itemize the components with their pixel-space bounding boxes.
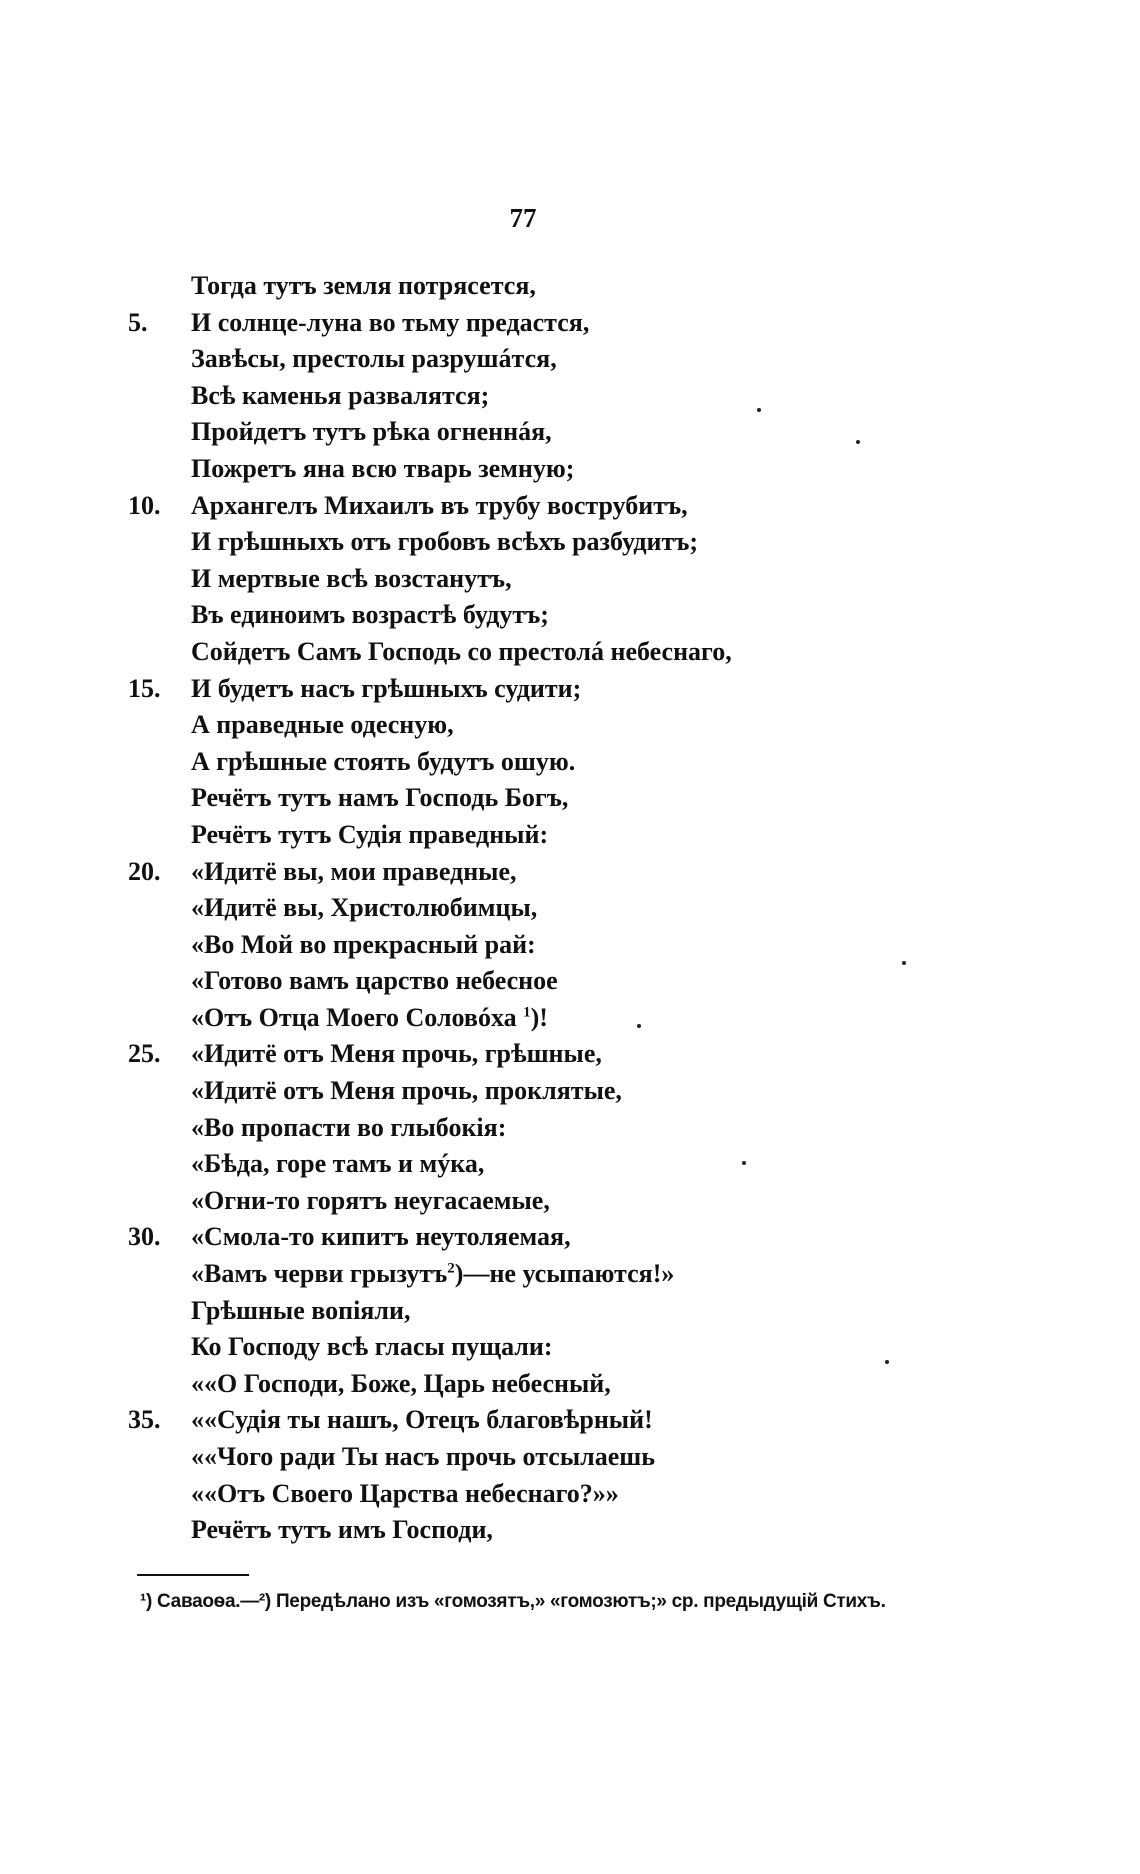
verse-text xyxy=(191,1293,410,1330)
verse-text-main: Въ единоимъ возрастѣ будутъ; xyxy=(191,600,549,630)
verse-line xyxy=(0,561,1140,598)
verse-text xyxy=(191,707,454,744)
verse-text xyxy=(191,597,549,634)
verse-line xyxy=(0,1402,1140,1439)
verse-text-main: Завѣсы, престолы разрушáтся, xyxy=(191,344,557,374)
verse-number: 5. xyxy=(128,307,148,337)
verse-line xyxy=(0,305,1140,342)
verse-text xyxy=(191,1036,602,1073)
verse-text-main: «Отъ Отца Моего Соловóха xyxy=(191,1002,524,1032)
verse-text-main: «Во Мой во прекрасный рай: xyxy=(191,929,536,959)
verse-text-main: Пожретъ яна всю тварь земную; xyxy=(191,453,575,483)
verse-text-main: Речётъ тутъ Судія праведный: xyxy=(191,819,549,849)
verse-line xyxy=(0,744,1140,781)
verse-text-main: «Во пропасти во глыбокія: xyxy=(191,1112,507,1142)
verse-text-main: «Идитё отъ Меня прочь, грѣшные, xyxy=(191,1039,602,1069)
verse-text xyxy=(191,890,537,927)
verse-line xyxy=(0,1000,1140,1037)
verse-text-main: Грѣшные вопіяли, xyxy=(191,1295,411,1325)
verse-number: 25. xyxy=(128,1039,161,1069)
verse-text-main: «Идитё отъ Меня прочь, проклятые, xyxy=(191,1076,622,1106)
verse-text-main: «Бѣда, горе тамъ и мýка, xyxy=(191,1149,485,1179)
verse-text-main: И будетъ насъ грѣшныхъ судити; xyxy=(191,673,582,703)
verse-line xyxy=(0,1110,1140,1147)
verse-line xyxy=(0,780,1140,817)
verse-line xyxy=(0,341,1140,378)
verse-text xyxy=(191,341,557,378)
verse-text xyxy=(191,488,688,525)
verse-text xyxy=(191,378,489,415)
verse-text-main: «Идитё вы, мои праведные, xyxy=(191,856,517,886)
verse-text-main: Архангелъ Михаилъ въ трубу вострубитъ, xyxy=(191,490,688,520)
ink-speck xyxy=(637,1024,641,1028)
verse-line xyxy=(0,963,1140,1000)
verse-text-main: А праведные одесную, xyxy=(191,710,454,740)
verse-line xyxy=(0,524,1140,561)
verse-text xyxy=(191,561,512,598)
verse-text-main: Пройдетъ тутъ рѣка огненнáя, xyxy=(191,417,552,447)
verse-text xyxy=(191,1000,548,1037)
ink-speck xyxy=(742,1161,746,1165)
verse-line xyxy=(0,1439,1140,1476)
ink-speck xyxy=(757,408,761,412)
verse-text xyxy=(191,1219,571,1256)
verse-line xyxy=(0,890,1140,927)
verse-line xyxy=(0,1366,1140,1403)
verse-number: 35. xyxy=(128,1405,161,1435)
ink-speck xyxy=(902,961,906,965)
verse-text xyxy=(191,1402,653,1439)
verse-text-after: )! xyxy=(530,1002,548,1032)
verse-line xyxy=(0,1073,1140,1110)
verse-line xyxy=(0,1219,1140,1256)
verse-text-main: «Огни-то горятъ неугасаемые, xyxy=(191,1185,550,1215)
verse-text-main: И мертвые всѣ возстанутъ, xyxy=(191,563,512,593)
verse-line xyxy=(0,634,1140,671)
verse-text xyxy=(191,1146,484,1183)
verse-text xyxy=(191,414,552,451)
verse-text-main: Сойдетъ Самъ Господь со престолá небеснаго, xyxy=(191,636,732,666)
verse-text-main: Всѣ каменья развалятся; xyxy=(191,380,490,410)
verse-line xyxy=(0,1036,1140,1073)
verse-text xyxy=(191,1329,553,1366)
verse-line xyxy=(0,817,1140,854)
verse-line xyxy=(0,488,1140,525)
verse-line xyxy=(0,378,1140,415)
verse-text xyxy=(191,1366,611,1403)
verse-text xyxy=(191,305,589,342)
verse-line xyxy=(0,414,1140,451)
verse-line xyxy=(0,1476,1140,1513)
verse-block xyxy=(0,268,1140,1549)
verse-text xyxy=(191,1110,506,1147)
verse-text xyxy=(191,451,574,488)
verse-text xyxy=(191,1476,619,1513)
footnote-marker: 2 xyxy=(447,1260,455,1277)
verse-line xyxy=(0,1293,1140,1330)
verse-text-main: Тогда тутъ земля потрясется, xyxy=(191,271,536,300)
verse-number: 15. xyxy=(128,673,161,703)
verse-text-main: И солнце-луна во тьму предастся, xyxy=(191,307,590,337)
footnote-marker: 1 xyxy=(523,1004,531,1021)
verse-line xyxy=(0,268,1140,305)
verse-number: 20. xyxy=(128,856,161,886)
verse-text-main: Ко Господу всѣ гласы пущали: xyxy=(191,1332,553,1362)
verse-text xyxy=(191,268,536,305)
verse-text-main: А грѣшные стоять будутъ ошую. xyxy=(191,746,576,776)
verse-text xyxy=(191,780,568,817)
verse-text xyxy=(191,854,517,891)
verse-line xyxy=(0,1329,1140,1366)
verse-text xyxy=(191,963,558,1000)
verse-text xyxy=(191,1183,550,1220)
verse-text xyxy=(191,524,698,561)
verse-text-main: ««Отъ Своего Царства небеснаго?»» xyxy=(191,1478,619,1508)
verse-text xyxy=(191,1512,493,1549)
footnote: ¹) Саваоѳа.—²) Передѣлано изъ «гомозятъ,» «гомозютъ;» ср. предыдущій Стихъ. xyxy=(140,1591,886,1612)
verse-text xyxy=(191,1073,622,1110)
verse-line xyxy=(0,927,1140,964)
verse-text xyxy=(191,671,581,708)
verse-line xyxy=(0,1512,1140,1549)
verse-line xyxy=(0,597,1140,634)
verse-number: 30. xyxy=(128,1222,161,1252)
verse-text-main: ««Судія ты нашъ, Отецъ благовѣрный! xyxy=(191,1405,653,1435)
verse-line xyxy=(0,671,1140,708)
verse-text-main: «Вамъ черви грызутъ xyxy=(191,1259,448,1289)
verse-text xyxy=(191,817,548,854)
verse-text-main: Речётъ тутъ имъ Господи, xyxy=(191,1515,493,1545)
verse-text-main: «Идитё вы, Христолюбимцы, xyxy=(191,893,538,923)
verse-line xyxy=(0,1183,1140,1220)
verse-number: 10. xyxy=(128,490,161,520)
verse-text-after: )—не усыпаются!» xyxy=(454,1259,675,1289)
verse-line xyxy=(0,1146,1140,1183)
verse-text xyxy=(191,634,732,671)
ink-speck xyxy=(856,440,860,444)
verse-text xyxy=(191,1256,674,1293)
ink-speck xyxy=(885,1360,889,1364)
verse-text-main: И грѣшныхъ отъ гробовъ всѣхъ разбудитъ; xyxy=(191,527,699,557)
verse-line xyxy=(0,1256,1140,1293)
page-number: 77 xyxy=(509,203,537,233)
verse-text xyxy=(191,927,536,964)
verse-text-main: ««О Господи, Боже, Царь небесный, xyxy=(191,1368,611,1398)
verse-text-main: ««Чого ради Ты насъ прочь отсылаешь xyxy=(191,1442,655,1471)
verse-text-main: «Готово вамъ царство небесное xyxy=(191,966,558,996)
footnote-rule xyxy=(137,1574,249,1576)
verse-text xyxy=(191,744,575,781)
verse-text-main: Речётъ тутъ намъ Господь Богъ, xyxy=(191,783,569,813)
verse-line xyxy=(0,854,1140,891)
verse-text-main: «Смола-то кипитъ неутоляемая, xyxy=(191,1222,571,1252)
verse-text xyxy=(191,1439,655,1476)
verse-line xyxy=(0,451,1140,488)
verse-line xyxy=(0,707,1140,744)
